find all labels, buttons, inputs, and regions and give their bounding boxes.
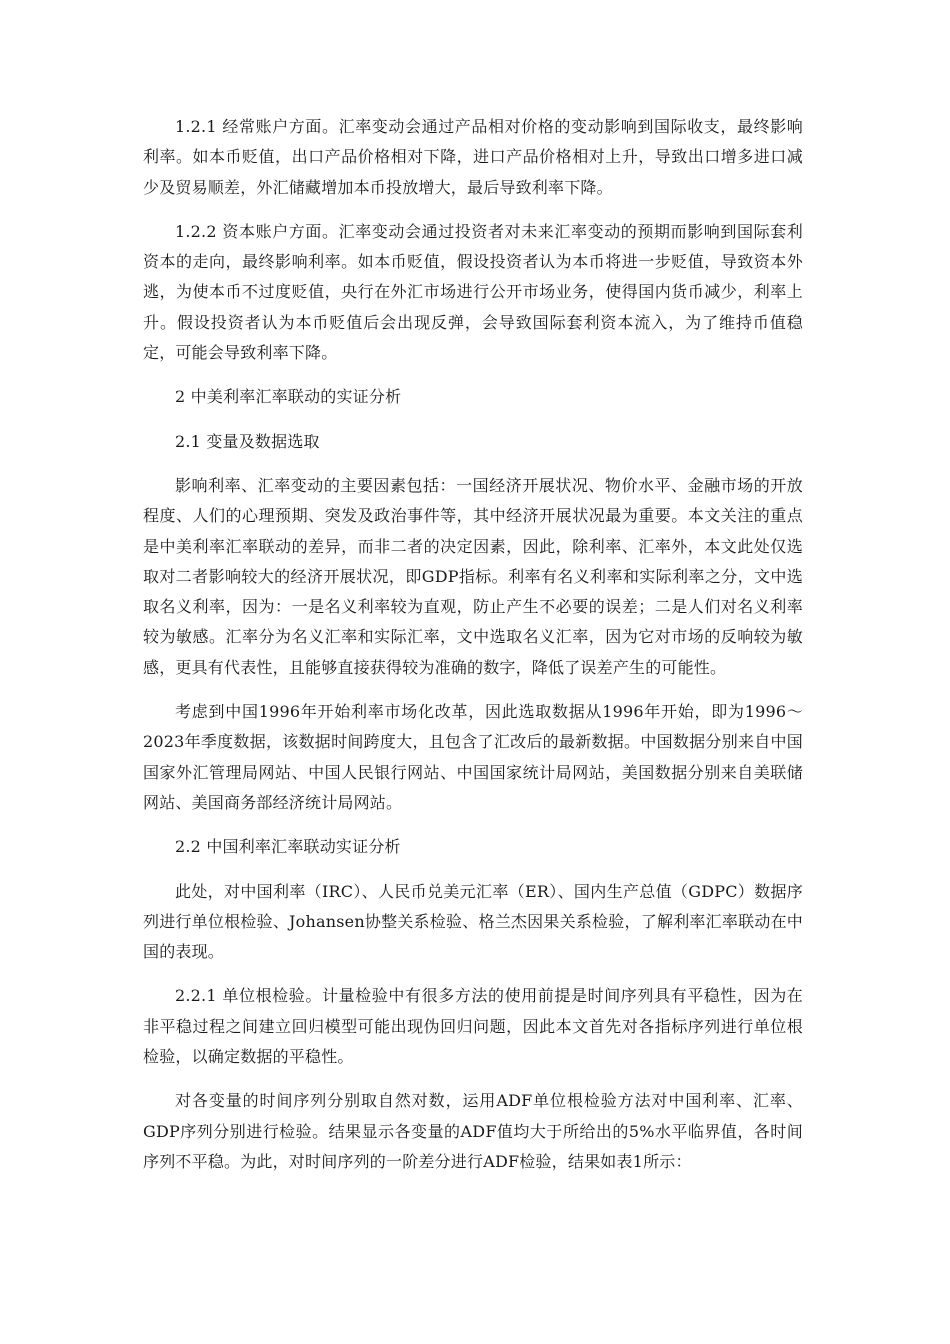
paragraph-current-account: 1.2.1 经常账户方面。汇率变动会通过产品相对价格的变动影响到国际收支，最终影响利率。如本币贬值，出口产品价格相对下降，进口产品价格相对上升，导致出口增多进口减少及贸易顺差，外汇储藏增加本币投放增大，最后导致利率下降。 [143,117,803,197]
paragraph-unit-root: 2.2.1 单位根检验。计量检验中有很多方法的使用前提是时间序列具有平稳性，因为在非平稳过程之间建立回归模型可能出现伪回归问题，因此本文首先对各指标序列进行单位根检验，以确定数据的平稳性。 [143,986,803,1067]
document-page [143,112,803,1191]
paragraph-factors: 影响利率、汇率变动的主要因素包括：一国经济开展状况、物价水平、金融市场的开放程度、人们的心理预期、突发及政治事件等，其中经济开展状况最为重要。本文关注的重点是中美利率汇率联动的差异，而非二者的决定因素，因此，除利率、汇率外，本文此处仅选取对二者影响较大的经济开展状况，即GDP指标。利率有名义利率和实际利率之分，文中选取名义利率，因为：一是名义利率较为直观，防止产生不必要的误差；二是人们对名义利率较为敏感。汇率分为名义汇率和实际汇率，文中选取名义汇率，因为它对市场的反响较为敏感，更具有代表性，且能够直接获得较为准确的数字，降低了误差产生的可能性。 [143,475,803,677]
paragraph-china-analysis: 此处，对中国利率（IRC）、人民币兑美元汇率（ER）、国内生产总值（GDPC）数据序列进行单位根检验、Johansen协整关系检验、格兰杰因果关系检验，了解利率汇率联动在中国的表现。 [143,881,803,962]
section-heading-2: 2 中美利率汇率联动的实证分析 [175,387,402,407]
paragraph-data-sources: 考虑到中国1996年开始利率市场化改革，因此选取数据从1996年开始，即为1996～2023年季度数据，该数据时间跨度大，且包含了汇改后的最新数据。中国数据分别来自中国国家外汇管理局网站、中国人民银行网站、中国国家统计局网站，美国数据分别来自美联储网站、美国商务部经济统计局网站。 [143,702,803,812]
paragraph-adf-test: 对各变量的时间序列分别取自然对数，运用ADF单位根检验方法对中国利率、汇率、GDP序列分别进行检验。结果显示各变量的ADF值均大于所给出的5%水平临界值，各时间序列不平稳。为此，对时间序列的一阶差分进行ADF检验，结果如表1所示： [143,1091,803,1171]
paragraph-capital-account: 1.2.2 资本账户方面。汇率变动会通过投资者对未来汇率变动的预期而影响到国际套利资本的走向，最终影响利率。如本币贬值，假设投资者认为本币将进一步贬值，导致资本外逃，为使本币不过度贬值，央行在外汇市场进行公开市场业务，使得国内货币减少，利率上升。假设投资者认为本币贬值后会出现反弹，会导致国际套利资本流入，为了维持币值稳定，可能会导致利率下降。 [143,221,803,363]
subsection-heading-2-2: 2.2 中国利率汇率联动实证分析 [175,837,401,857]
subsection-heading-2-1: 2.1 变量及数据选取 [175,431,320,451]
